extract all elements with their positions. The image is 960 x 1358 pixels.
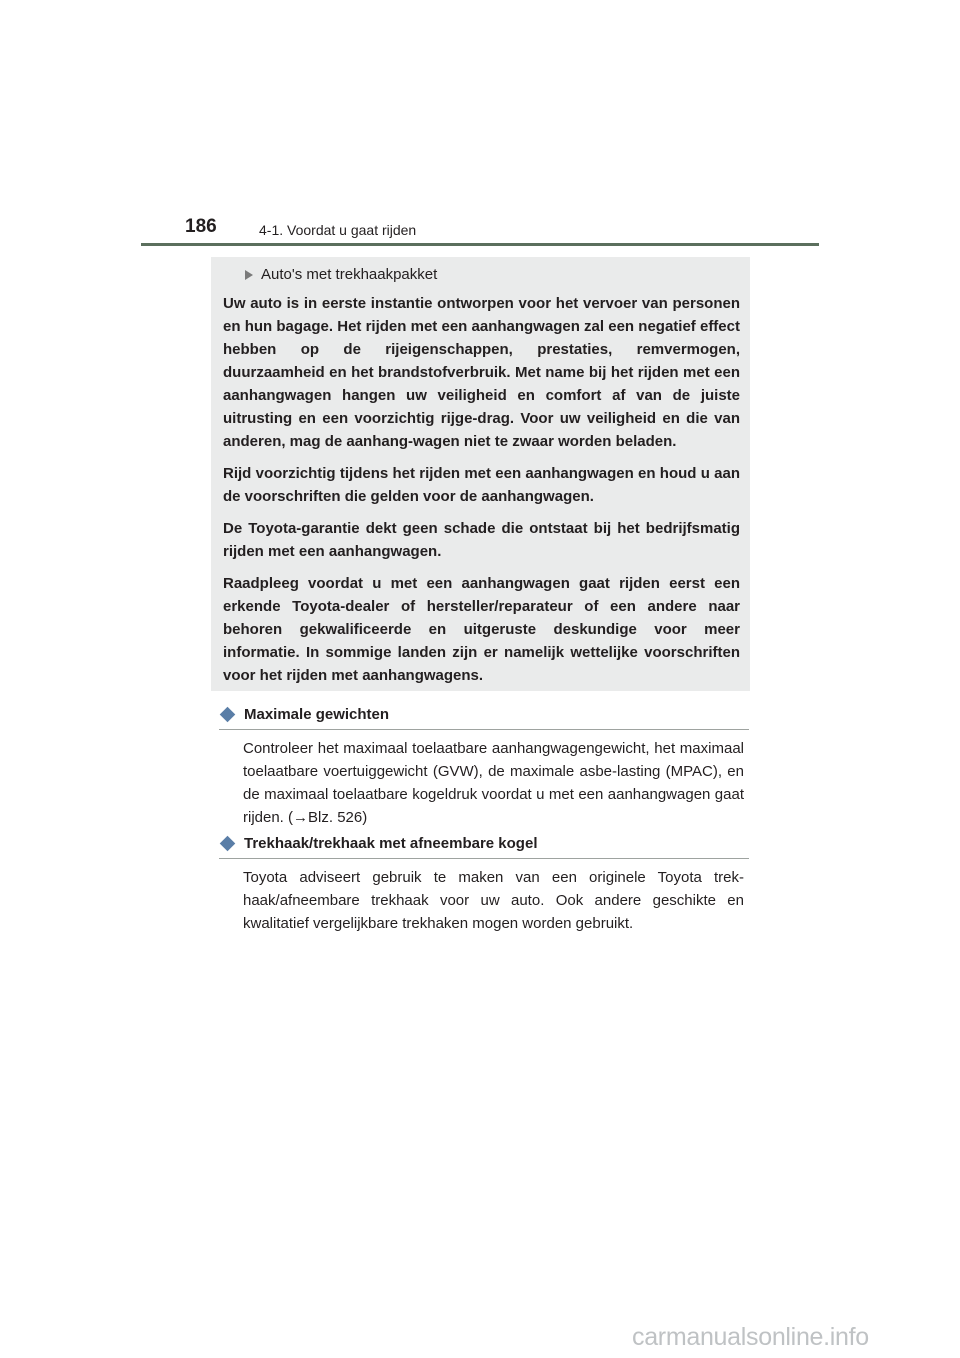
section-body-tow-hitch: Toyota adviseert gebruik te maken van een originele Toyota trek-haak/afneembare trekhaak voor uw auto. Ook andere geschikte en kwalitatief vergelijkbare trekhaken mogen worden gebruikt.: [243, 869, 744, 932]
section-heading-max-weights: [219, 706, 389, 723]
info-box-paragraph: Raadpleeg voordat u met een aanhangwagen gaat rijden eerst een erkende Toyota-dealer of hersteller/reparateur of een andere naar behoren gekwalificeerde en uitgeruste deskundige voor meer informatie. In sommige landen zijn er namelijk wettelijke voorschriften voor het rijden met aanhangwagens.: [223, 575, 740, 684]
section-title: 4-1. Voordat u gaat rijden: [259, 222, 417, 238]
section-divider: [219, 729, 749, 730]
info-box: [211, 257, 750, 691]
info-box-heading: [245, 261, 740, 288]
section-heading-tow-hitch: [219, 835, 537, 852]
section-heading-label: Maximale gewichten: [244, 706, 390, 723]
section-heading-label: Trekhaak/trekhaak met afneembare kogel: [244, 835, 538, 852]
info-box-paragraph: Uw auto is in eerste instantie ontworpen voor het vervoer van personen en hun bagage. Het rijden met een aanhangwagen zal een negatief effect hebben op de rijeigenschappen, prestaties, remvermogen, duurzaamheid en het brandstofverbruik. Met name bij het rijden met een aanhangwagen hangen uw veiligheid en comfort af van de juiste uitrusting en een voorzichtig rijge-drag. Voor uw veiligheid en die van anderen, mag de aanhang-wagen niet te zwaar worden beladen.: [223, 295, 740, 450]
section-divider: [219, 858, 749, 859]
page-number: 186: [185, 216, 217, 237]
section-body-max-weights: Controleer het maximaal toelaatbare aanhangwagengewicht, het maximaal toelaatbare voertuiggewicht (GVW), de maximale asbe-lasting (MPAC), en de maximaal toelaatbare kogeldruk voordat u met een aanhangwagen gaat rijden. (→Blz. 526): [243, 740, 744, 826]
header-rule: [141, 243, 819, 246]
info-box-heading-label: Auto's met trekhaakpakket: [261, 266, 438, 283]
info-box-paragraph: Rijd voorzichtig tijdens het rijden met een aanhangwagen en houd u aan de voorschriften die gelden voor de aanhangwagen.: [223, 465, 740, 505]
triangle-bullet-icon: [245, 270, 253, 280]
diamond-bullet-icon: [220, 707, 236, 723]
diamond-bullet-icon: [220, 836, 236, 852]
watermark: carmanualsonline.info: [632, 1323, 869, 1351]
info-box-paragraph: De Toyota-garantie dekt geen schade die ontstaat bij het bedrijfsmatig rijden met een aanhangwagen.: [223, 520, 740, 560]
